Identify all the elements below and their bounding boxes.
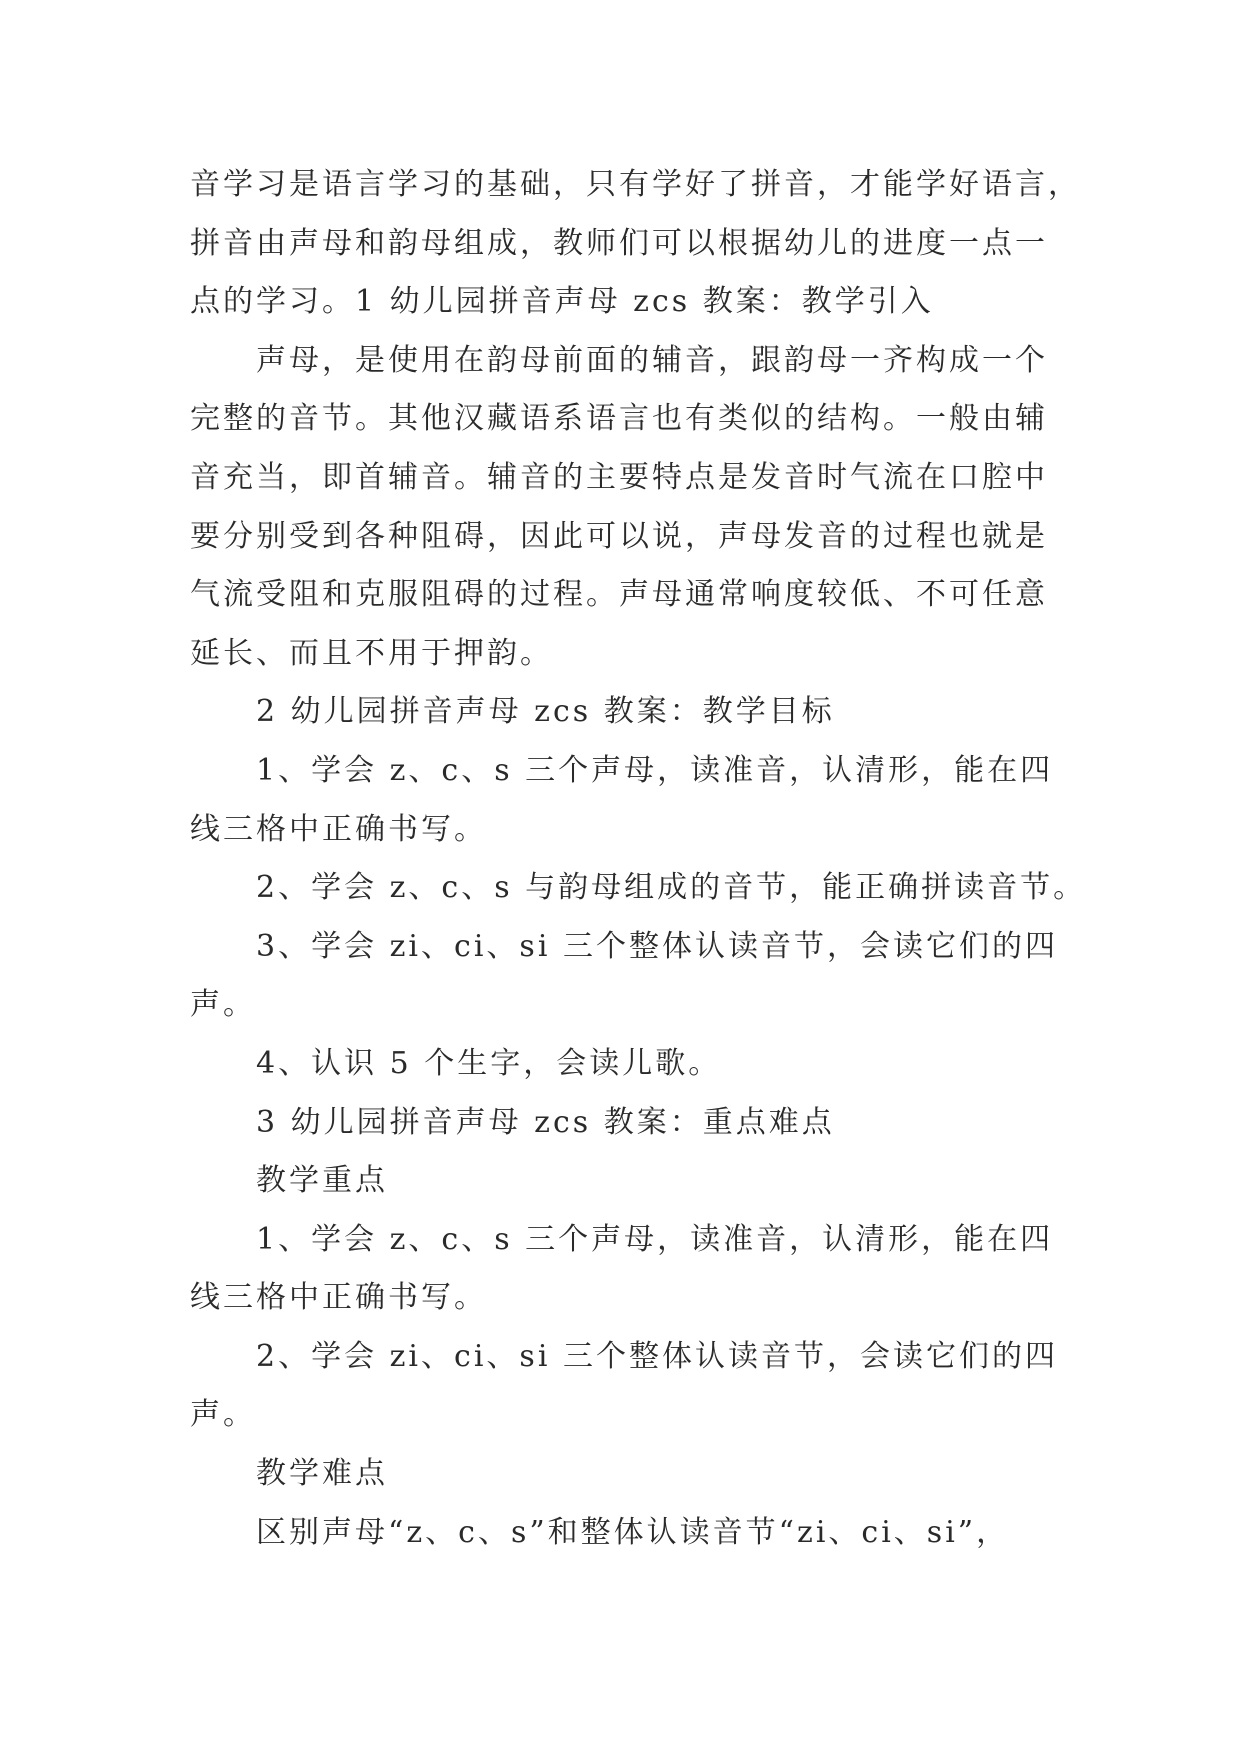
list-item: 2、学会 z、c、s 与韵母组成的音节，能正确拼读音节。 [256,870,1087,906]
document-body [190,156,1087,1562]
paragraph-line: 音充当，即首辅音。辅音的主要特点是发音时气流在口腔中 [190,459,1048,495]
paragraph-line: 延长、而且不用于押韵。 [190,635,553,671]
paragraph-line: 声母，是使用在韵母前面的辅音，跟韵母一齐构成一个 [256,342,1048,378]
paragraph-line: 要分别受到各种阻碍，因此可以说，声母发音的过程也就是 [190,518,1048,554]
list-item: 3、学会 zi、ci、si 三个整体认读音节，会读它们的四 [256,928,1058,964]
list-item-continuation: 声。 [190,1397,256,1433]
list-item-continuation: 线三格中正确书写。 [190,811,487,847]
list-item: 1、学会 z、c、s 三个声母，读准音，认清形，能在四 [256,752,1054,788]
paragraph-line: 完整的音节。其他汉藏语系语言也有类似的结构。一般由辅 [190,401,1048,437]
list-item-continuation: 线三格中正确书写。 [190,1280,487,1316]
subheading: 教学重点 [256,1163,388,1199]
paragraph-line: 点的学习。1 幼儿园拼音声母 zcs 教案：教学引入 [190,284,934,320]
paragraph-line: 拼音由声母和韵母组成，教师们可以根据幼儿的进度一点一 [190,225,1048,261]
section-heading: 2 幼儿园拼音声母 zcs 教案：教学目标 [256,694,835,730]
paragraph-line: 气流受阻和克服阻碍的过程。声母通常响度较低、不可任意 [190,577,1048,613]
section-heading: 3 幼儿园拼音声母 zcs 教案：重点难点 [256,1104,835,1140]
subheading: 教学难点 [256,1456,388,1492]
list-item: 2、学会 zi、ci、si 三个整体认读音节，会读它们的四 [256,1338,1058,1374]
paragraph-line: 区别声母“z、c、s”和整体认读音节“zi、ci、si”， [256,1514,1010,1550]
list-item: 1、学会 z、c、s 三个声母，读准音，认清形，能在四 [256,1221,1054,1257]
list-item: 4、认识 5 个生字，会读儿歌。 [256,1045,722,1081]
list-item-continuation: 声。 [190,987,256,1023]
paragraph-line: 音学习是语言学习的基础，只有学好了拼音，才能学好语言， [190,167,1081,202]
